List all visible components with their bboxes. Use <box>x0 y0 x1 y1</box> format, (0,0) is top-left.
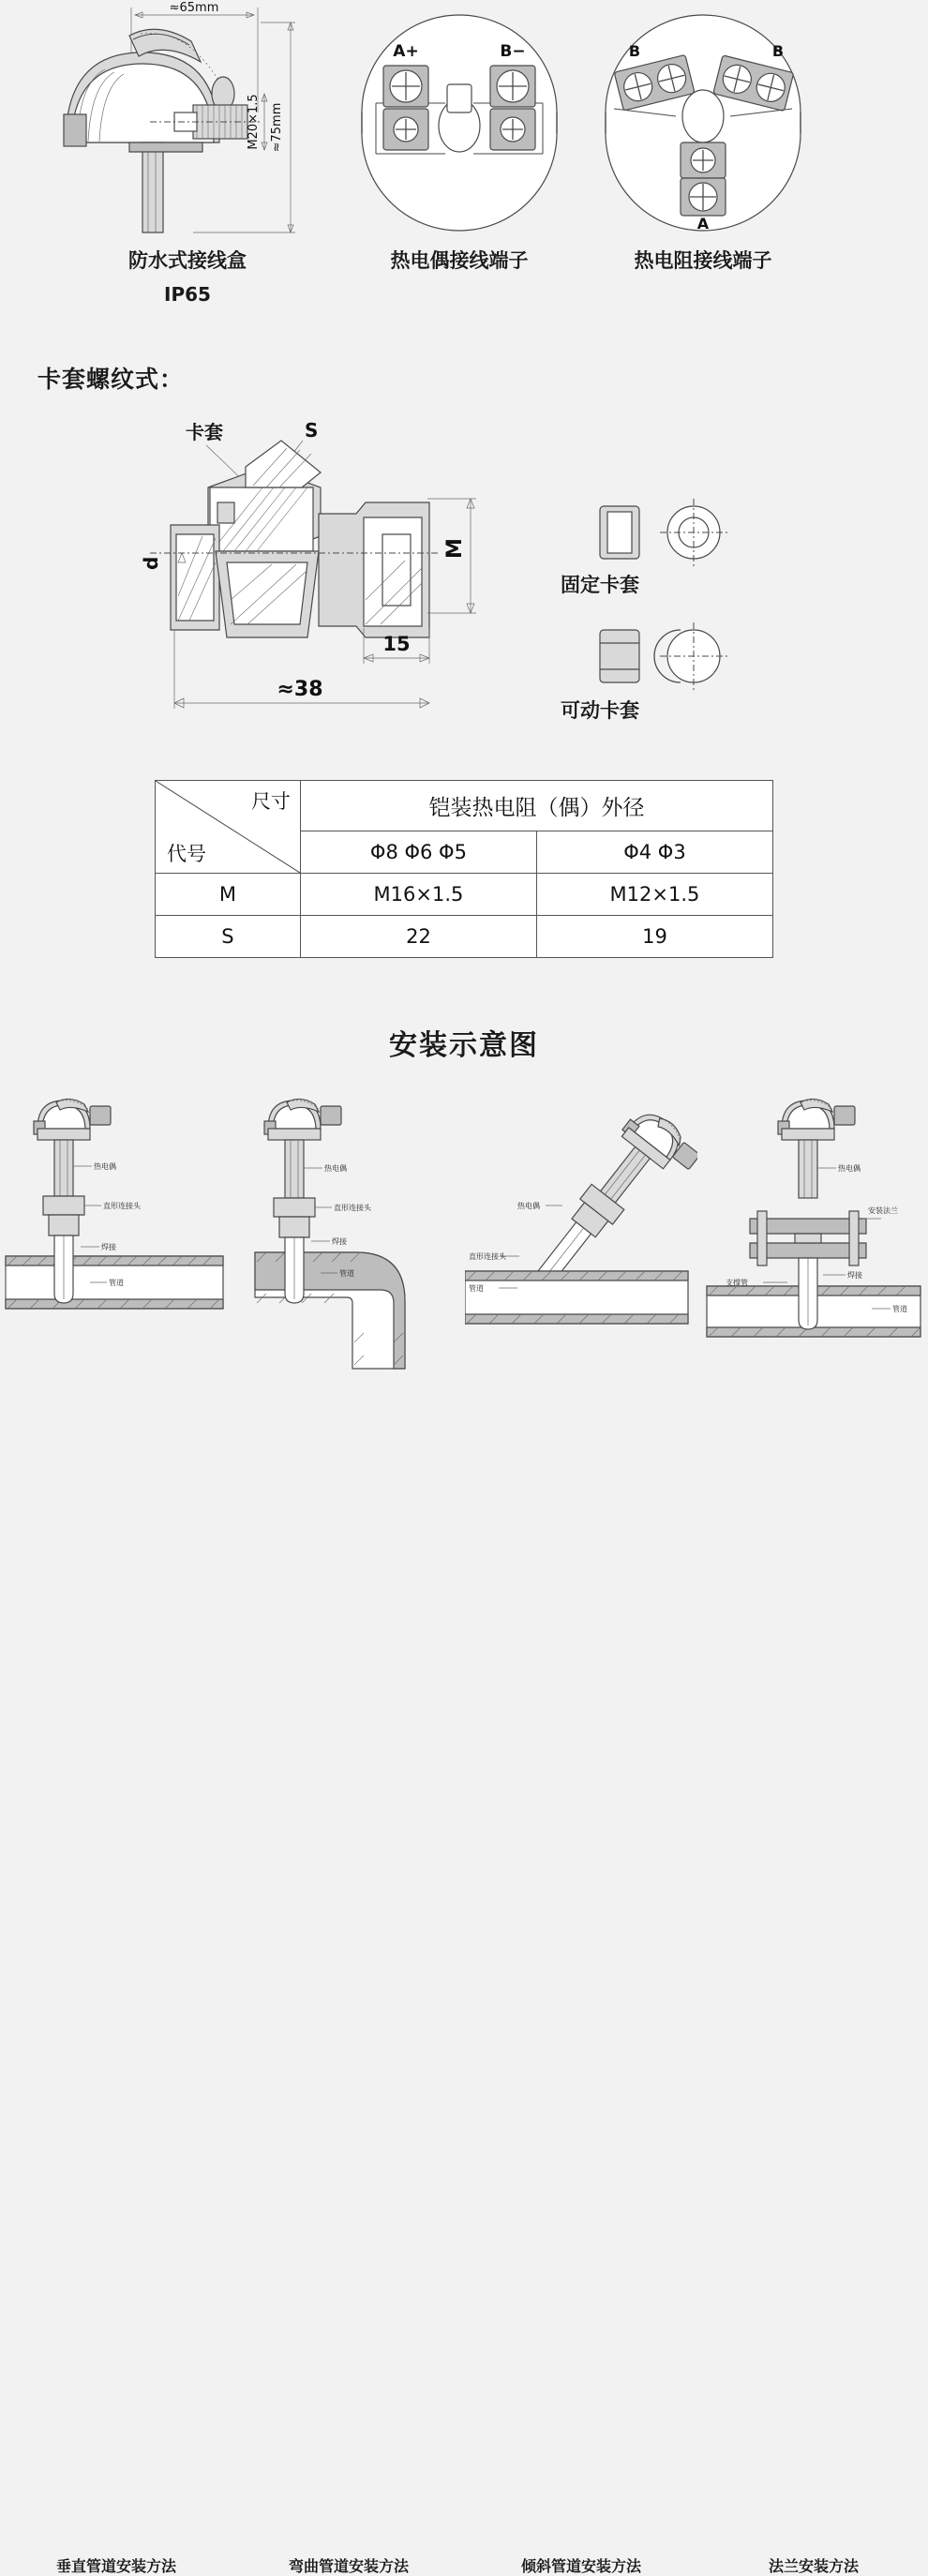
ferrule-types-drawing <box>581 487 825 769</box>
vertical-pipe-installation-drawing <box>0 1087 232 1462</box>
rtd-screw-bottom <box>681 142 726 216</box>
thermocouple-terminal-drawing <box>342 11 576 236</box>
flange-installation-drawing <box>697 1087 928 1462</box>
caption-ip65: IP65 <box>164 283 211 306</box>
callout-mounting-flange: 安装法兰 <box>868 1206 898 1215</box>
section-title-ferrule-thread: 卡套螺纹式： <box>37 366 185 393</box>
terminal-label-b: B− <box>500 42 526 61</box>
rtd-label-b2: B <box>771 42 785 60</box>
spec-table <box>155 780 773 958</box>
caption-thermocouple-terminal: 热电偶接线端子 <box>390 249 529 272</box>
callout-thermocouple: 热电偶 <box>517 1202 540 1210</box>
table-cell-s-2: 19 <box>536 916 772 958</box>
rtd-label-a: A <box>696 215 710 232</box>
rtd-terminal-drawing <box>586 11 820 236</box>
callout-pipe: 管道 <box>469 1284 484 1293</box>
corner-bottom-label: 代号 <box>167 843 206 865</box>
len-15-label: 15 <box>382 633 411 655</box>
table-row <box>156 916 773 958</box>
inclined-pipe-installation-drawing <box>465 1087 697 1462</box>
callout-welding: 焊接 <box>332 1237 347 1246</box>
dim-thread-label: M20×1.5 <box>247 94 261 150</box>
caption-movable-ferrule: 可动卡套 <box>561 699 639 722</box>
caption-waterproof-box: 防水式接线盒 <box>128 249 247 272</box>
d-label: d <box>140 556 162 570</box>
caption-rtd-terminal: 热电阻接线端子 <box>634 249 772 272</box>
caption-inclined-installation: 倾斜管道安装方法 <box>520 2557 641 2575</box>
ferrule-label: 卡套 <box>186 421 223 443</box>
dim-height-label: ≈75mm <box>270 102 284 153</box>
callout-thermocouple: 热电偶 <box>94 1162 116 1171</box>
corner-top-label: 尺寸 <box>250 790 291 813</box>
caption-flange-installation: 法兰安装方法 <box>768 2557 859 2575</box>
table-cell-m-2: M12×1.5 <box>536 874 772 916</box>
caption-fixed-ferrule: 固定卡套 <box>561 574 639 596</box>
len-total-label: ≈38 <box>277 678 323 701</box>
movable-ferrule-icon <box>600 622 727 690</box>
s-label: S <box>305 419 319 442</box>
callout-welding: 焊接 <box>847 1271 862 1280</box>
rtd-label-b1: B <box>628 42 641 60</box>
callout-straight-connector: 直形连接头 <box>103 1202 141 1210</box>
callout-pipe: 管道 <box>109 1279 124 1287</box>
waterproof-junction-box-drawing <box>9 0 328 253</box>
table-row-code-m: M <box>156 874 301 916</box>
dim-width-label: ≈65mm <box>169 1 219 15</box>
table-colgroup-2: Φ4 Φ3 <box>536 831 772 874</box>
caption-vertical-installation: 垂直管道安装方法 <box>55 2557 176 2575</box>
fixed-ferrule-icon <box>600 499 727 566</box>
table-row-code-s: S <box>156 916 301 958</box>
table-corner-cell <box>156 781 301 874</box>
callout-pipe: 管道 <box>339 1269 354 1278</box>
callout-straight-connector: 直形连接头 <box>469 1252 506 1261</box>
bent-pipe-installation-drawing <box>232 1087 465 1462</box>
top-diagram-row <box>0 0 928 319</box>
callout-thermocouple: 热电偶 <box>838 1164 861 1173</box>
m-label: M <box>443 538 467 559</box>
table-header-span: 铠装热电阻（偶）外径 <box>300 781 772 831</box>
caption-bent-installation: 弯曲管道安装方法 <box>288 2557 409 2575</box>
callout-support-tube: 支撑管 <box>726 1279 748 1287</box>
table-cell-s-1: 22 <box>300 916 536 958</box>
terminal-label-a: A+ <box>393 42 419 61</box>
table-colgroup-1: Φ8 Φ6 Φ5 <box>300 831 536 874</box>
callout-straight-connector: 直形连接头 <box>334 1204 371 1212</box>
callout-welding: 焊接 <box>101 1243 116 1251</box>
table-row-header <box>156 781 773 831</box>
installation-diagram-row <box>0 1087 928 2575</box>
install-section-title: 安装示意图 <box>389 1029 539 1062</box>
table-cell-m-1: M16×1.5 <box>300 874 536 916</box>
callout-pipe: 管道 <box>892 1305 907 1313</box>
table-row <box>156 874 773 916</box>
callout-thermocouple: 热电偶 <box>324 1164 347 1173</box>
